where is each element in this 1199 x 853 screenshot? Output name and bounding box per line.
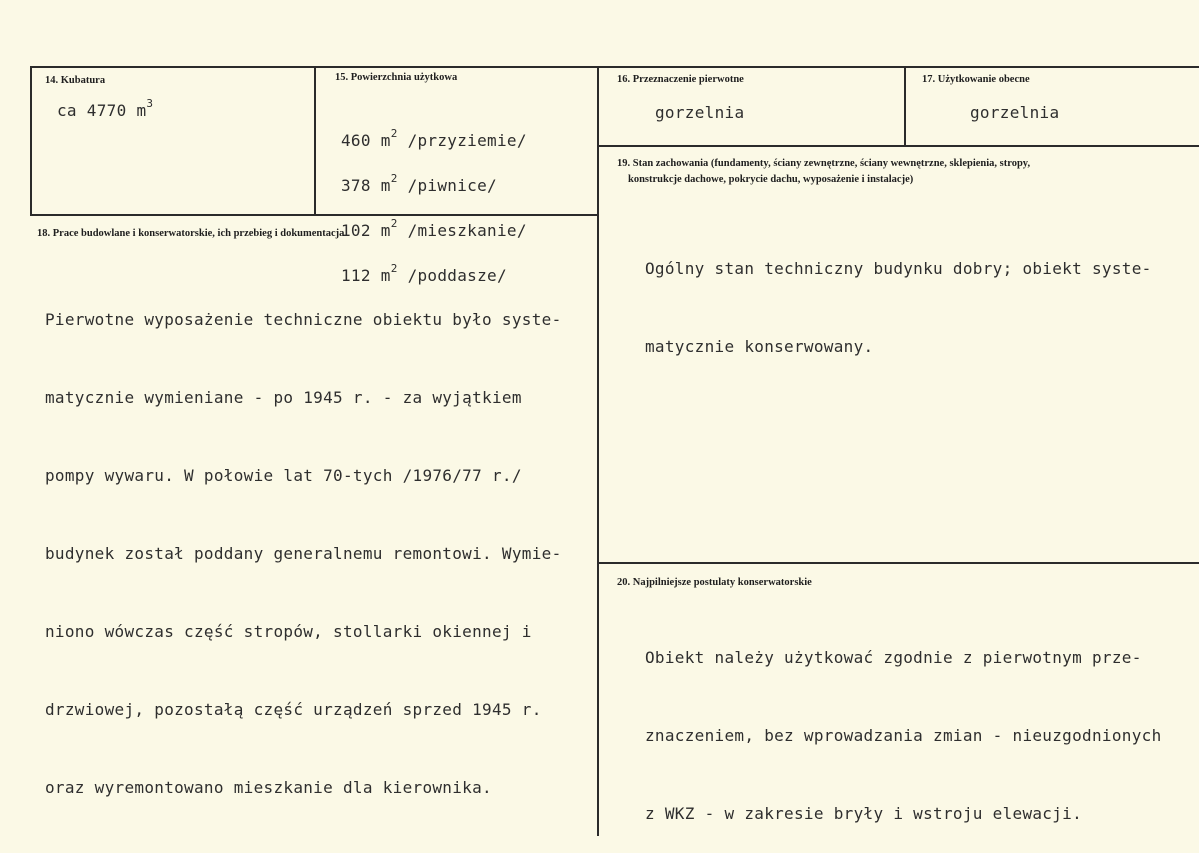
field-14-value-text: ca 4770 m <box>57 101 147 120</box>
field-20-line: z WKZ - w zakresie bryły i wstroju elewacji. <box>645 804 1083 823</box>
field-18-line: pompy wywaru. W połowie lat 70-tych /1976/77 r./ <box>45 466 522 485</box>
field-17-value: gorzelnia <box>970 103 1060 122</box>
field-18-text <box>45 255 562 827</box>
field-18-label: 18. Prace budowlane i konserwatorskie, ich przebieg i dokumentacja <box>37 228 345 239</box>
area-row-przyziemie: 460 $m^2$ /przyziemie/ <box>341 126 527 150</box>
field-19-line: Ogólny stan techniczny budynku dobry; obiekt syste- <box>645 259 1152 278</box>
grid-line-14-15 <box>314 66 316 216</box>
field-19-text <box>645 204 1152 386</box>
field-19-label-line-2: konstrukcje dachowe, pokrycie dachu, wyposażenie i instalacje) <box>628 174 914 185</box>
field-20-text <box>645 593 1162 853</box>
field-18-line: drzwiowej, pozostałą część urządzeń sprzed 1945 r. <box>45 700 542 719</box>
grid-line-below-16-17 <box>599 145 1199 147</box>
grid-line-16-17 <box>904 66 906 146</box>
field-18-line: Pierwotne wyposażenie techniczne obiektu było syste- <box>45 310 562 329</box>
field-16-label: 16. Przeznaczenie pierwotne <box>617 74 744 85</box>
field-19-label <box>617 156 1187 188</box>
field-19-label-line-1: 19. Stan zachowania (fundamenty, ściany zewnętrzne, ściany wewnętrzne, sklepienia, stropy, <box>617 158 1031 169</box>
grid-line-center <box>597 66 599 836</box>
field-18-line: matycznie wymieniane - po 1945 r. - za wyjątkiem <box>45 388 522 407</box>
field-18-line: budynek został poddany generalnemu remontowi. Wymie- <box>45 544 562 563</box>
area-row-piwnice: 378 $m^2$ /piwnice/ <box>341 171 497 195</box>
field-19-line: matycznie konserwowany. <box>645 337 874 356</box>
field-18-line: oraz wyremontowano mieszkanie dla kierownika. <box>45 778 492 797</box>
field-18-line: niono wówczas część stropów, stollarki okiennej i <box>45 622 532 641</box>
grid-line-below-19 <box>599 562 1199 564</box>
grid-line-top <box>30 66 1199 68</box>
field-20-line: Obiekt należy użytkować zgodnie z pierwotnym prze- <box>645 648 1142 667</box>
area-row-mieszkanie: 102 $m^2$ /mieszkanie/ <box>341 216 527 240</box>
field-14-label: 14. Kubatura <box>45 75 106 86</box>
field-15-label: 15. Powierzchnia użytkowa <box>335 72 458 83</box>
field-16-value: gorzelnia <box>655 103 745 122</box>
field-20-line: znaczeniem, bez wprowadzania zmian - nieuzgodnionych <box>645 726 1162 745</box>
field-17-label: 17. Użytkowanie obecne <box>922 74 1030 85</box>
field-14-value-exponent: 3 <box>146 96 154 110</box>
grid-line-left <box>30 66 32 216</box>
area-row-poddasze: 112 $m^2$ /poddasze/ <box>341 261 507 285</box>
field-14-value <box>57 96 154 120</box>
field-20-label: 20. Najpilniejsze postulaty konserwatorskie <box>617 577 812 588</box>
